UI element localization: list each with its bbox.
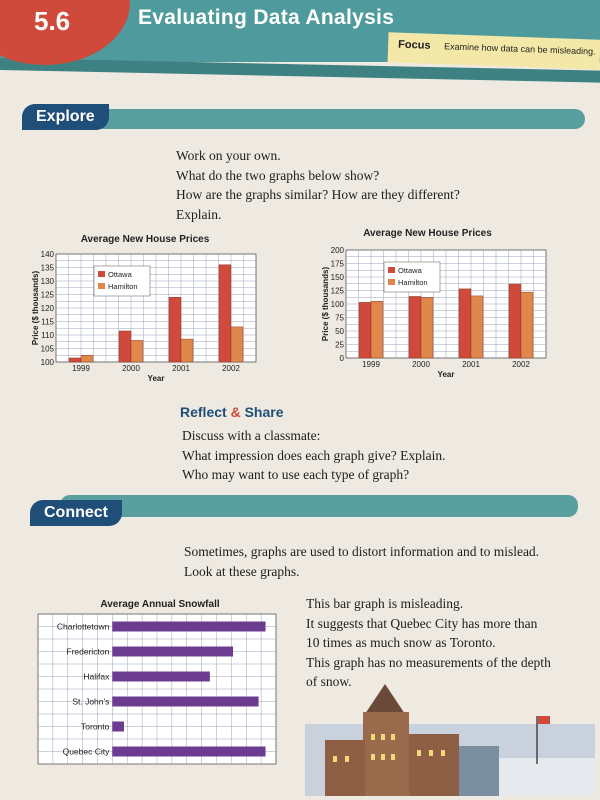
- bar-ottawa: [359, 302, 371, 358]
- chart3-title: Average Annual Snowfall: [100, 599, 220, 610]
- reflect-line: Who may want to use each type of graph?: [182, 467, 410, 482]
- y-tick-label: 175: [330, 259, 344, 269]
- bar-ottawa: [459, 289, 471, 358]
- connect-bar: [60, 495, 578, 517]
- bar-ottawa: [409, 296, 421, 358]
- snowfall-bar: [112, 697, 258, 707]
- x-tick-label: 2001: [462, 360, 480, 369]
- snowfall-bar: [112, 747, 265, 757]
- chateau-roof: [365, 684, 405, 714]
- snowfall-chart: [36, 612, 282, 768]
- x-tick-label: 2001: [172, 364, 190, 373]
- y-axis-label: Price ($ thousands): [321, 266, 330, 342]
- connect-line: Sometimes, graphs are used to distort information and to mislead.: [184, 544, 540, 559]
- y-tick-label: 75: [335, 313, 344, 323]
- y-tick-label: 50: [335, 327, 344, 336]
- bar-hamilton: [81, 355, 93, 362]
- y-axis-label: Price ($ thousands): [31, 270, 40, 346]
- x-tick-label: 2002: [222, 364, 240, 373]
- snowfall-bar: [112, 647, 233, 657]
- left-wing: [325, 740, 365, 796]
- building: [459, 746, 499, 796]
- focus-text: Examine how data can be misleading.: [443, 41, 596, 57]
- bar-hamilton: [231, 327, 243, 362]
- category-label: St. John's: [72, 696, 110, 707]
- y-tick-label: 115: [41, 317, 54, 327]
- y-tick-label: 150: [330, 273, 344, 282]
- bar-ottawa: [509, 284, 521, 358]
- chart1-title: Average New House Prices: [80, 234, 210, 245]
- bar-ottawa: [69, 358, 81, 362]
- connect-right-line: It suggests that Quebec City has more than: [306, 615, 538, 631]
- x-tick-label: 2000: [122, 364, 140, 373]
- y-tick-label: 135: [40, 263, 54, 273]
- category-label: Charlottetown: [56, 621, 110, 632]
- bar-ottawa: [119, 331, 131, 362]
- x-axis-label: Year: [147, 374, 165, 383]
- explore-label: Explore: [22, 104, 109, 130]
- house-prices-chart-narrow: [28, 248, 268, 390]
- x-tick-label: 1999: [362, 360, 380, 369]
- bar-hamilton: [521, 292, 533, 358]
- legend-swatch: [388, 279, 395, 285]
- category-label: Halifax: [83, 671, 110, 682]
- reflect-line: What impression does each graph give? Explain.: [182, 447, 446, 463]
- explore-line: Work on your own.: [176, 148, 281, 163]
- legend-swatch: [98, 283, 105, 289]
- bar-ottawa: [219, 265, 231, 362]
- legend-label: Ottawa: [398, 266, 422, 275]
- section-title: Evaluating Data Analysis: [138, 6, 395, 29]
- bar-hamilton: [371, 301, 383, 358]
- reflect-text: [182, 426, 446, 485]
- y-tick-label: 0: [339, 354, 344, 363]
- focus-label: Focus: [397, 38, 431, 52]
- explore-line: How are the graphs similar? How are they different?: [176, 187, 460, 202]
- y-tick-label: 110: [41, 331, 54, 340]
- connect-right-line: 10 times as much snow as Toronto.: [306, 635, 496, 650]
- bar-ottawa: [169, 297, 181, 362]
- chateau-tower: [363, 712, 409, 796]
- bar-hamilton: [181, 339, 193, 362]
- y-tick-label: 140: [40, 250, 54, 259]
- reflect-line: Discuss with a classmate:: [182, 428, 321, 443]
- explore-text: [176, 146, 460, 224]
- y-tick-label: 120: [40, 304, 54, 313]
- y-tick-label: 125: [330, 286, 344, 296]
- explore-line: Explain.: [176, 206, 222, 222]
- y-tick-label: 100: [330, 300, 344, 309]
- reflect-word: Reflect: [180, 404, 227, 420]
- flag: [538, 716, 550, 724]
- section-number: 5.6: [34, 6, 71, 36]
- y-tick-label: 105: [40, 344, 54, 354]
- focus-box: [388, 32, 600, 69]
- category-label: Fredericton: [66, 646, 110, 657]
- snowfall-bar: [112, 622, 265, 632]
- bar-hamilton: [131, 340, 143, 362]
- snowfall-bar: [112, 672, 209, 682]
- quebec-city-illustration: [305, 674, 595, 796]
- bar-hamilton: [471, 296, 483, 358]
- connect-text: [184, 542, 539, 581]
- x-tick-label: 1999: [72, 364, 90, 373]
- chart2-title: Average New House Prices: [363, 228, 492, 239]
- reflect-amp: &: [230, 404, 241, 420]
- snowfall-bar: [112, 722, 124, 732]
- legend-label: Ottawa: [108, 270, 132, 279]
- explore-line: What do the two graphs below show?: [176, 167, 380, 183]
- snowy-roofs: [499, 758, 595, 796]
- house-prices-chart-full: [318, 244, 558, 386]
- x-tick-label: 2002: [512, 360, 530, 369]
- connect-right-line: of snow.: [306, 674, 352, 689]
- legend-label: Hamilton: [398, 278, 428, 287]
- reflect-heading: [180, 404, 284, 420]
- y-tick-label: 125: [40, 290, 54, 300]
- category-label: Toronto: [81, 721, 110, 732]
- bar-hamilton: [421, 298, 433, 358]
- connect-right-line: This bar graph is misleading.: [306, 596, 464, 611]
- x-tick-label: 2000: [412, 360, 430, 369]
- connect-line: Look at these graphs.: [184, 563, 300, 579]
- explore-bar: [80, 109, 585, 129]
- right-wing: [409, 734, 459, 796]
- y-tick-label: 25: [335, 340, 344, 350]
- y-tick-label: 100: [40, 358, 54, 367]
- y-tick-label: 200: [330, 246, 344, 255]
- connect-label: Connect: [30, 500, 122, 526]
- legend-label: Hamilton: [108, 282, 138, 291]
- y-tick-label: 130: [40, 277, 54, 286]
- legend-swatch: [388, 267, 395, 273]
- legend-swatch: [98, 271, 105, 277]
- share-word: Share: [244, 404, 284, 420]
- category-label: Quebec City: [62, 746, 110, 757]
- connect-right-line: This graph has no measurements of the depth: [306, 654, 551, 670]
- x-axis-label: Year: [437, 370, 455, 379]
